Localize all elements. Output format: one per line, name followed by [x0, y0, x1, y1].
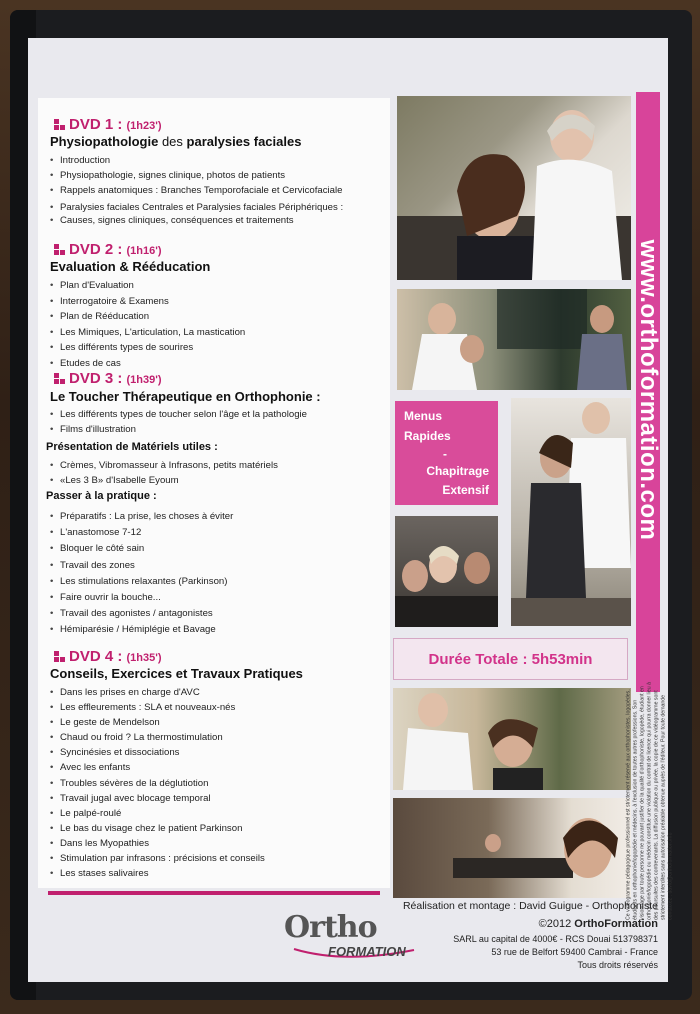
dvd2-label: DVD 2 : [69, 241, 123, 258]
list-item: • Avec les enfants [50, 760, 265, 775]
total-duration-box [393, 638, 628, 680]
dvd1-list [50, 153, 343, 226]
list-item: • Faire ouvrir la bouche... [50, 590, 233, 606]
rights-notice: Tous droits réservés [577, 960, 658, 970]
list-item: • Les stimulations relaxantes (Parkinson) [50, 574, 233, 590]
dvd1-title-part1: Physiopathologie [50, 134, 159, 149]
dvd3-subheading-materials: Présentation de Matériels utiles : [46, 441, 218, 453]
photo-session-5 [393, 798, 631, 898]
menus-line4: Chapitrage [426, 464, 489, 478]
copyright [539, 918, 658, 930]
photo-session-2-drawing [397, 289, 631, 390]
list-item: • Hémiparésie / Hémiplégie et Bavage [50, 622, 233, 638]
photo-session-3-drawing [511, 398, 631, 626]
dvd3-materials-list [50, 458, 278, 488]
list-item: • Le bas du visage chez le patient Parkinson [50, 821, 265, 836]
list-item: • Physiopathologie, signes clinique, photos de patients [50, 168, 343, 183]
dvd4-heading [54, 648, 162, 665]
list-item: • Travail jugal avec blocage temporal [50, 791, 265, 806]
dvd1-duration: (1h23') [126, 120, 162, 132]
list-item: • Troubles sévères de la déglutiotion [50, 776, 265, 791]
list-item-continued: • Causes, signes cliniques, conséquences et traitements [50, 215, 343, 226]
dvd1-title-part2: des [158, 134, 187, 149]
dvd1-title [50, 134, 301, 149]
logo-ortho: Ortho [284, 910, 377, 945]
production-credit: Réalisation et montage : David Guigue - Orthophoniste [402, 900, 658, 912]
list-item: • Plan de Rééducation [50, 309, 245, 325]
list-item: • Dans les prises en charge d'AVC [50, 685, 265, 700]
menus-line2: Rapides [404, 429, 451, 443]
list-item: • Les stases salivaires [50, 866, 265, 881]
photo-session-1 [397, 96, 631, 280]
list-item: • Crèmes, Vibromasseur à Infrasons, petits matériels [50, 458, 278, 473]
dvd1-label: DVD 1 : [69, 116, 123, 133]
photo-session-4 [393, 688, 631, 790]
dvd4-list [50, 685, 265, 881]
menus-line1: Menus [404, 409, 443, 423]
website-url: www.orthoformation.com [635, 239, 662, 541]
list-item: • Préparatifs : La prise, les choses à éviter [50, 509, 233, 525]
list-item: • Chaud ou froid ? La thermostimulation [50, 730, 265, 745]
menus-line3: - [443, 447, 447, 461]
photo-session-2 [397, 289, 631, 390]
dvd3-duration: (1h39') [126, 374, 162, 386]
orthoformation-logo [284, 910, 418, 964]
list-item: • «Les 3 B» d'Isabelle Eyoum [50, 473, 278, 488]
list-item: • Les différents types de toucher selon l'âge et la pathologie [50, 407, 307, 422]
dvd3-list [50, 407, 307, 437]
dvd4-label: DVD 4 : [69, 648, 123, 665]
dvd3-title: Le Toucher Thérapeutique en Orthophonie : [50, 389, 321, 404]
photo-session-5-drawing [393, 798, 631, 898]
photo-audience-drawing [395, 516, 498, 627]
list-item: • Interrogatoire & Examens [50, 294, 245, 310]
photo-session-1-drawing [397, 96, 631, 280]
photo-session-3 [511, 398, 631, 626]
legal-notice: Ce vidéogramme pédagogique professionnel est strictement réservé aux orthophonistes, logopèdes, étudiants en orthophonie/logopédie et médecins, à l'exclusion de toutes autres professions. Son visionnage par toute personne ne pouvant justifier de la qualité d'orthophoniste, logopède, étudiant en orthophonie/logopédie ou médecin constitue une violation du contrat de licence qui pourra donner lieu à des poursuites des contrevenants. La diffusion publique ou privée, la copie de ce vidéogramme sont strictement interdites sans autorisation préalable obtenue auprès de l'éditeur. Pour toute demande contactez : david@orthoformation.info [625, 682, 674, 920]
list-item: • Dans les Myopathies [50, 836, 265, 851]
dvd3-practice-list [50, 509, 233, 639]
list-item: • Bloquer le côté sain [50, 541, 233, 557]
list-item: • Le geste de Mendelson [50, 715, 265, 730]
company-address: 53 rue de Belfort 59400 Cambrai - France [491, 947, 658, 957]
list-item: • Etudes de cas [50, 356, 245, 372]
company-info: SARL au capital de 4000€ - RCS Douai 513798371 [453, 934, 658, 944]
dvd4-duration: (1h35') [126, 652, 162, 664]
list-item: • Plan d'Evaluation [50, 278, 245, 294]
list-item: • Les effleurements : SLA et nouveaux-nés [50, 700, 265, 715]
list-item: • Introduction [50, 153, 343, 168]
list-item: • Stimulation par infrasons : précisions et conseils [50, 851, 265, 866]
dvd3-heading [54, 370, 162, 387]
list-item: • Films d'illustration [50, 422, 307, 437]
list-item: • Les différents types de sourires [50, 340, 245, 356]
list-item: • Travail des zones [50, 558, 233, 574]
photo-session-4-drawing [393, 688, 631, 790]
dvd1-heading [54, 116, 162, 133]
copyright-brand: OrthoFormation [574, 918, 658, 930]
menus-line5: Extensif [442, 483, 489, 497]
divider-line [48, 891, 380, 895]
list-item: • Paralysies faciales Centrales et Paralysies faciales Périphériques : [50, 200, 343, 215]
dvd2-title: Evaluation & Rééducation [50, 259, 211, 274]
square-bullet-icon [54, 651, 65, 662]
menus-panel [395, 401, 498, 505]
dvd3-subheading-practice: Passer à la pratique : [46, 490, 157, 502]
total-duration: Durée Totale : 5h53min [428, 650, 593, 668]
dvd2-heading [54, 241, 162, 258]
list-item: • Travail des agonistes / antagonistes [50, 606, 233, 622]
copyright-prefix: ©2012 [538, 918, 575, 930]
list-item: • L'anastomose 7-12 [50, 525, 233, 541]
dvd2-list [50, 278, 245, 372]
dvd2-duration: (1h16') [126, 245, 162, 257]
dvd4-title: Conseils, Exercices et Travaux Pratiques [50, 666, 303, 681]
square-bullet-icon [54, 244, 65, 255]
square-bullet-icon [54, 373, 65, 384]
square-bullet-icon [54, 119, 65, 130]
list-item: • Syncinésies et dissociations [50, 745, 265, 760]
dvd3-label: DVD 3 : [69, 370, 123, 387]
list-item: • Rappels anatomiques : Branches Temporofaciale et Cervicofaciale [50, 183, 343, 198]
list-item: • Le palpé-roulé [50, 806, 265, 821]
dvd1-title-part3: paralysies faciales [186, 134, 302, 149]
list-item: • Les Mimiques, L'articulation, La mastication [50, 325, 245, 341]
logo-formation: FORMATION [328, 944, 406, 959]
photo-audience [395, 516, 498, 627]
